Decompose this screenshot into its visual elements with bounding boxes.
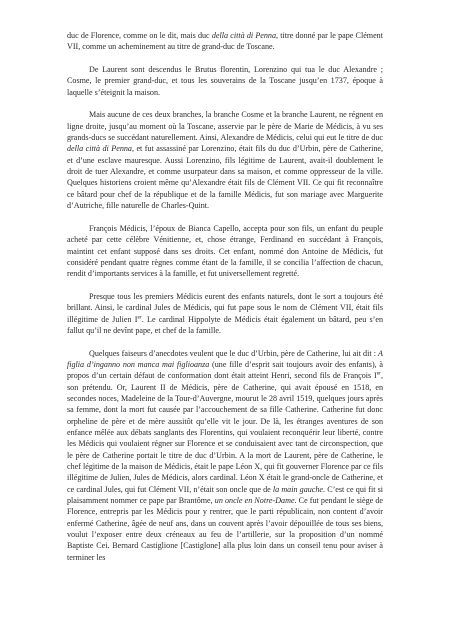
body-paragraph — [67, 64, 383, 98]
text-run: duc de Florence, comme on le dit, mais duc — [67, 31, 212, 40]
text-run: . C’est ce qui fit si plaisamment nommer ce pape par Brantôme, — [67, 484, 383, 506]
body-paragraph — [67, 223, 383, 280]
text-run: (une fille d’esprit sait toujours avoir des enfants), à propos d’un certain défaut de conformation dont était atteint Henri, second fils de François I — [67, 359, 383, 381]
text-run: , et fut assassiné par Lorenzino, était fils du duc d’Urbin, père de Catherine, et d’une esclave mauresque. Aussi Lorenzino, fils légitime de Laurent, avait-il doublement le droit de tuer Alexandre, et comme usurpateur dans sa maison, et comme oppresseur de la ville. Quelques historiens croient même qu’Alexandre était fils de Clément VII. Ce qui fit reconnaître ce bâtard pour chef de la république et de la famille Médicis, fut son mariage avec Marguerite d’Autriche, fille naturelle de Charles-Quint. — [67, 144, 383, 211]
italic-phrase: un oncle en Notre-Dame — [214, 496, 295, 506]
text-run: Presque tous les premiers Médicis eurent des enfants naturels, dont le sort a toujours été brillant. Ainsi, le cardinal Jules de Médicis, qui fut pape sous le nom de Clément VII, était fils illégitime de Julien I — [67, 291, 383, 324]
body-paragraph — [67, 291, 383, 336]
text-run: . Le cardinal Hippolyte de Médicis était également un bâtard, peu s’en fallut qu’il ne devînt pape, et chef de la famille. — [67, 314, 383, 335]
text-run: Quelques faiseurs d’anecdotes veulent que le duc d’Urbin, père de Catherine, lui ait dit : — [89, 348, 379, 358]
body-paragraph — [67, 30, 383, 53]
body-paragraph — [67, 348, 383, 564]
text-run: Mais aucune de ces deux branches, la branche Cosme et la branche Laurent, ne régnent en ligne droite, jusqu’au moment où la Toscane, asservie par le père de Marie de Médicis, à vu ses grands-ducs se succédant naturellement. Ainsi, Alexandre de Médicis, celui qui eut le titre de duc — [67, 110, 383, 143]
text-run: , son prétendu. Or, Laurent II de Médicis, père de Catherine, qui avait épousé en 1518, en secondes noces, Madeleine de la Tour-d’Auvergne, mourut le 28 avril 1519, quelques jours après sa femme, dont la mort fut causée par l’accouchement de sa fille Catherine. Catherine fut donc orpheline de père et de mère aussitôt qu’elle vit le jour. De là, les étranges aventures de son enfance mêlée aux débats sanglants des Florentins, qui voulaient reconquérir leur liberté, contre les Médicis qui voulaient régner sur Florence et se conduisaient avec tant de circonspection, que le père de Catherine portait le titre de duc d’Urbin. A la mort de Laurent, père de Catherine, le chef légitime de la maison de Médicis, était le pape Léon X, qui fit gouverner Florence par ce fils illégitime de Julien, Jules de Médicis, alors cardinal. Léon X était le grand-oncle de Catherine, et ce cardinal Jules, qui fut Clément VII, n’était son oncle que de — [67, 371, 383, 494]
ordinal-superscript: er — [376, 370, 381, 377]
italic-phrase: della città di Penna — [211, 31, 277, 40]
text-run: . Ce fut pendant le siège de Florence, entrepris par les Médicis pour y rentrer, que le parti républicain, non content d’avoir enfermé Catherine, âgée de neuf ans, dans un couvent après l’avoir dépouillée de tous ses biens, voulut l’exposer entre deux créneaux au feu de l’artillerie, sur la proposition d’un nommé Baptiste Cei. Bernard Castiglione [Castiglone] alla plus loin dans un conseil tenu pour aviser à terminer les — [67, 496, 383, 562]
italic-phrase: la main gauche — [272, 484, 324, 494]
text-run: De Laurent sont descendus le Brutus florentin, Lorenzino qui tua le duc Alexandre ; Cosme, le premier grand-duc, et tous les souverains de la Toscane jusqu’en 1737, époque à laquelle s’éteignit la maison. — [67, 65, 383, 97]
italic-phrase: della città di Penna — [67, 144, 132, 154]
text-run: François Médicis, l’époux de Bianca Capello, accepta pour son fils, un enfant du peuple acheté par cette célèbre Vénitienne, et, chose étrange, Ferdinand en succédant à François, maintint cet enfant supposé dans ses droits. Cet enfant, nommé don Antoine de Médicis, fut considéré pendant quatre règnes comme étant de la famille, il se concilia l’affection de chacun, rendit d’importants services à la famille, et fut universellement regretté. — [67, 223, 383, 279]
ordinal-superscript: er — [137, 313, 142, 320]
italic-phrase: A figlia d’inganno non manca mai figlioanza — [67, 348, 383, 369]
body-paragraph — [67, 109, 383, 211]
text-run: , titre donné par le pape Clément VII, comme un acheminement au titre de grand-duc de Toscane. — [67, 31, 383, 52]
